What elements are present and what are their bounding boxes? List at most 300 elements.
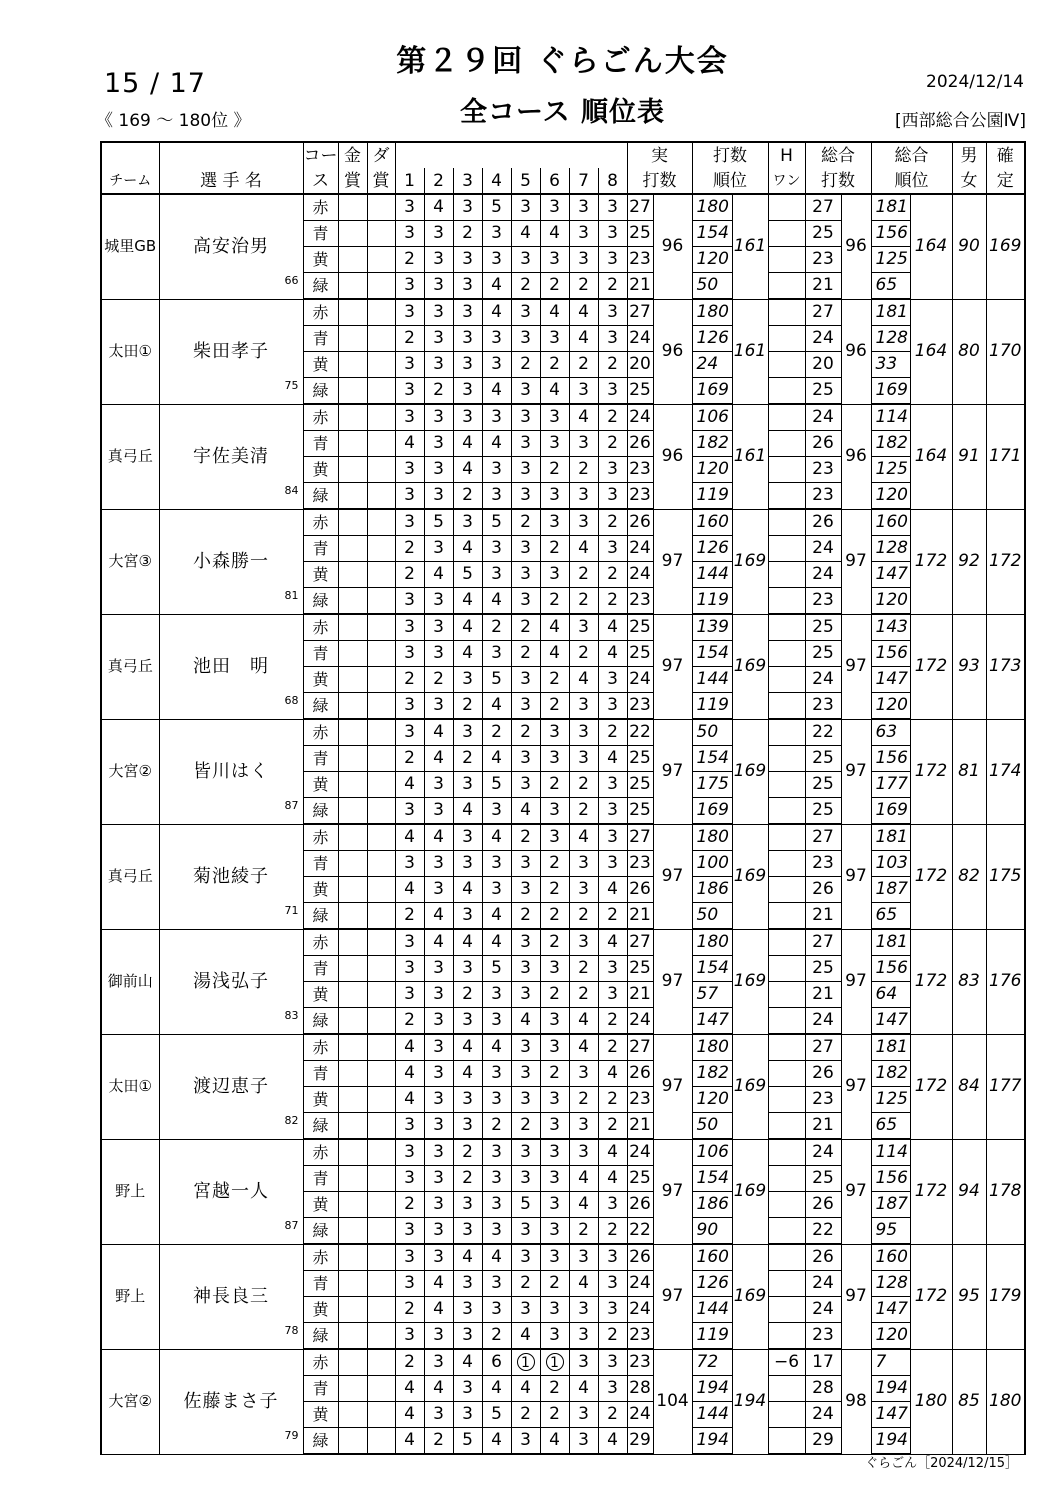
adjusted-score: 26 — [805, 431, 841, 457]
hole-score: 3 — [482, 326, 511, 352]
da-prize-cell — [367, 273, 395, 300]
hole-score: 2 — [540, 982, 569, 1008]
hole-score: 3 — [424, 483, 453, 510]
hole-score: 3 — [569, 1061, 598, 1087]
hole-score: 4 — [598, 1428, 627, 1455]
gold-prize-cell — [338, 693, 367, 720]
course-name: 緑 — [303, 903, 338, 930]
stroke-rank-header-2: 順位 — [692, 168, 768, 194]
course-score: 27 — [627, 194, 653, 221]
team-name: 大宮② — [101, 719, 159, 824]
hole-score: 4 — [598, 929, 627, 956]
hole-score: 3 — [598, 221, 627, 247]
adjusted-score: 26 — [805, 1061, 841, 1087]
hole-score: 3 — [395, 982, 424, 1008]
course-stroke-rank: 186 — [692, 1192, 732, 1218]
adjusted-score: 23 — [805, 588, 841, 615]
hole-score: 4 — [511, 798, 540, 825]
hole-score: 2 — [511, 903, 540, 930]
adjusted-rank: 64 — [871, 982, 910, 1008]
course-stroke-rank: 119 — [692, 483, 732, 510]
hole-score: 3 — [511, 1428, 540, 1455]
player-age: 75 — [284, 378, 299, 392]
overall-rank: 172 — [910, 509, 952, 614]
final-rank: 180 — [986, 1349, 1025, 1454]
team-name: 太田① — [101, 299, 159, 404]
player-name-text: 渡辺恵子 — [193, 1076, 269, 1097]
adjusted-score: 24 — [805, 1271, 841, 1297]
overall-rank: 172 — [910, 1139, 952, 1244]
hole-score: 4 — [598, 1061, 627, 1087]
da-prize-cell — [367, 352, 395, 378]
player-name — [159, 719, 303, 824]
gold-prize-cell — [338, 299, 367, 326]
hole-score: 5 — [482, 956, 511, 982]
da-prize-cell — [367, 247, 395, 273]
da-prize-cell — [367, 1428, 395, 1455]
hole-score: 2 — [511, 641, 540, 667]
hole-in-one-adjust — [768, 772, 805, 798]
venue: [西部総合公園Ⅳ] — [895, 111, 1026, 131]
hole-score: 3 — [453, 772, 482, 798]
hole-in-one-mark: 1 — [546, 1353, 564, 1371]
hole-score: 2 — [395, 1192, 424, 1218]
da-prize-cell — [367, 877, 395, 903]
hole-score: 3 — [482, 562, 511, 588]
course-score: 25 — [627, 1166, 653, 1192]
adjusted-score: 27 — [805, 299, 841, 326]
course-name: 青 — [303, 1061, 338, 1087]
player-name — [159, 614, 303, 719]
hole-score: 2 — [511, 1271, 540, 1297]
course-name: 青 — [303, 1376, 338, 1402]
player-name — [159, 1244, 303, 1349]
hole-in-one-adjust — [768, 457, 805, 483]
player-name-text: 池田 明 — [193, 656, 269, 677]
course-stroke-rank: 144 — [692, 667, 732, 693]
hole-in-one-adjust — [768, 614, 805, 641]
actual-total: 97 — [653, 1139, 692, 1244]
hole-in-one-adjust — [768, 1166, 805, 1192]
course-name: 黄 — [303, 772, 338, 798]
hole-score: 3 — [424, 299, 453, 326]
hole-score: 3 — [511, 431, 540, 457]
hole-score: 3 — [598, 326, 627, 352]
hole-score: 2 — [482, 1113, 511, 1140]
hole-score: 3 — [540, 798, 569, 825]
course-name: 緑 — [303, 588, 338, 615]
course-name: 緑 — [303, 483, 338, 510]
hole-score: 2 — [569, 641, 598, 667]
grand-total: 96 — [841, 404, 871, 509]
final-rank: 176 — [986, 929, 1025, 1034]
gender-rank: 93 — [952, 614, 986, 719]
course-stroke-rank: 180 — [692, 824, 732, 851]
stroke-rank: 169 — [732, 719, 768, 824]
course-score: 26 — [627, 431, 653, 457]
page-title: 第２９回 ぐらごん大会 — [396, 44, 729, 79]
hole-header: 7 — [569, 168, 598, 194]
hole-score: 4 — [598, 1139, 627, 1166]
hole-score: 3 — [511, 667, 540, 693]
hole-score: 3 — [511, 588, 540, 615]
course-name: 黄 — [303, 1297, 338, 1323]
hole-score: 3 — [453, 247, 482, 273]
team-name: 真弓丘 — [101, 614, 159, 719]
hole-in-one-adjust — [768, 483, 805, 510]
gender-rank: 83 — [952, 929, 986, 1034]
hole-score: 3 — [395, 483, 424, 510]
hole-score: 3 — [395, 1113, 424, 1140]
total-strokes-header: 総合 — [805, 142, 871, 168]
hole-in-one-adjust — [768, 509, 805, 536]
final-rank: 177 — [986, 1034, 1025, 1139]
player-name — [159, 1034, 303, 1139]
hole-in-one-adjust — [768, 641, 805, 667]
hole-score: 4 — [569, 404, 598, 431]
da-prize-cell — [367, 982, 395, 1008]
adjusted-rank: 156 — [871, 641, 910, 667]
overall-rank: 172 — [910, 929, 952, 1034]
hole-in-one-adjust — [768, 929, 805, 956]
player-name-text: 小森勝一 — [193, 551, 269, 572]
course-name: 赤 — [303, 1139, 338, 1166]
hole-score: 4 — [453, 877, 482, 903]
gold-prize-cell — [338, 903, 367, 930]
hole-score: 3 — [511, 772, 540, 798]
grand-total: 96 — [841, 194, 871, 299]
player-course-row — [101, 194, 1025, 221]
hole-score: 3 — [482, 457, 511, 483]
hole-in-one-adjust — [768, 746, 805, 772]
course-stroke-rank: 106 — [692, 404, 732, 431]
gold-prize-cell — [338, 956, 367, 982]
da-prize-cell — [367, 772, 395, 798]
player-name-text: 宇佐美清 — [193, 446, 269, 467]
hole-score: 3 — [395, 798, 424, 825]
hole-score: 3 — [424, 273, 453, 300]
gold-prize-cell — [338, 641, 367, 667]
course-score: 24 — [627, 667, 653, 693]
hole-score: 4 — [453, 1349, 482, 1376]
da-prize-cell — [367, 824, 395, 851]
stroke-rank: 169 — [732, 1139, 768, 1244]
actual-total: 96 — [653, 404, 692, 509]
course-name: 黄 — [303, 352, 338, 378]
actual-total: 97 — [653, 824, 692, 929]
overall-rank: 172 — [910, 719, 952, 824]
hole-score: 3 — [453, 1271, 482, 1297]
hole-score: 3 — [569, 1297, 598, 1323]
hole-in-one-adjust — [768, 536, 805, 562]
hole-score: 2 — [569, 1218, 598, 1245]
hole-score: 2 — [511, 719, 540, 746]
hole-score: 4 — [598, 641, 627, 667]
hole-score: 3 — [395, 614, 424, 641]
hole-score: 3 — [511, 693, 540, 720]
gold-prize-cell — [338, 221, 367, 247]
gold-prize-cell — [338, 1008, 367, 1035]
adjusted-score: 27 — [805, 194, 841, 221]
event-date: 2024/12/14 — [926, 72, 1024, 92]
hole-score: 3 — [511, 194, 540, 221]
course-stroke-rank: 160 — [692, 1244, 732, 1271]
da-prize-cell — [367, 1402, 395, 1428]
hole-score: 5 — [453, 1428, 482, 1455]
course-header: コー — [303, 142, 338, 168]
player-name-text: 柴田孝子 — [193, 341, 269, 362]
player-name — [159, 824, 303, 929]
hole-score: 3 — [453, 824, 482, 851]
hole-score: 2 — [569, 903, 598, 930]
hole-score: 3 — [598, 1271, 627, 1297]
hole-in-one-adjust — [768, 1376, 805, 1402]
adjusted-score: 26 — [805, 1192, 841, 1218]
hole-score: 2 — [569, 1087, 598, 1113]
hole-score: 4 — [395, 877, 424, 903]
hole-score: 5 — [482, 509, 511, 536]
team-header-blank — [101, 142, 159, 168]
hole-score: 2 — [453, 483, 482, 510]
hole-score: 3 — [511, 877, 540, 903]
hole-score: 4 — [395, 1402, 424, 1428]
hole-in-one-adjust — [768, 1297, 805, 1323]
hole-score: 3 — [511, 326, 540, 352]
adjusted-rank: 156 — [871, 956, 910, 982]
hole-score: 3 — [424, 1113, 453, 1140]
hole-score: 3 — [540, 326, 569, 352]
hole-score: 3 — [453, 1192, 482, 1218]
hole-in-one-adjust — [768, 1218, 805, 1245]
hole-score: 5 — [424, 509, 453, 536]
course-name: 赤 — [303, 719, 338, 746]
hole-score: 4 — [453, 457, 482, 483]
gold-prize-cell — [338, 1323, 367, 1350]
adjusted-score: 27 — [805, 824, 841, 851]
course-name: 緑 — [303, 378, 338, 405]
hole-score: 3 — [453, 851, 482, 877]
hole-score: 3 — [540, 509, 569, 536]
hole-score: 3 — [511, 851, 540, 877]
hole-in-one-adjust — [768, 1402, 805, 1428]
adjusted-score: 25 — [805, 614, 841, 641]
final-rank: 170 — [986, 299, 1025, 404]
hole-score: 2 — [598, 719, 627, 746]
hole-score: 3 — [569, 614, 598, 641]
overall-rank: 172 — [910, 824, 952, 929]
hole-score: 3 — [395, 719, 424, 746]
hole-score: 4 — [482, 431, 511, 457]
adjusted-score: 23 — [805, 851, 841, 877]
gold-prize-cell — [338, 877, 367, 903]
gold-prize-cell — [338, 1087, 367, 1113]
team-name: 太田① — [101, 1034, 159, 1139]
course-stroke-rank: 24 — [692, 352, 732, 378]
course-name: 緑 — [303, 1218, 338, 1245]
gold-prize-cell — [338, 1061, 367, 1087]
hole-score: 2 — [598, 1218, 627, 1245]
header-row-bottom — [101, 168, 1025, 194]
hole-score: 2 — [598, 1402, 627, 1428]
hole-score: 3 — [395, 641, 424, 667]
hole-score: 4 — [424, 719, 453, 746]
da-prize-cell — [367, 1376, 395, 1402]
hole-score: 4 — [540, 221, 569, 247]
hole-score: 2 — [540, 903, 569, 930]
hole-score: 3 — [540, 1008, 569, 1035]
hole-score: 3 — [511, 746, 540, 772]
stroke-rank: 169 — [732, 824, 768, 929]
course-stroke-rank: 144 — [692, 562, 732, 588]
hole-score: 2 — [540, 1402, 569, 1428]
gold-prize-cell — [338, 1428, 367, 1455]
adjusted-score: 25 — [805, 798, 841, 825]
hole-score: 3 — [424, 221, 453, 247]
hole-score: 2 — [598, 1087, 627, 1113]
hole-score: 3 — [569, 194, 598, 221]
hole-score: 5 — [511, 1192, 540, 1218]
course-score: 25 — [627, 746, 653, 772]
hole-score: 3 — [511, 1087, 540, 1113]
hole-score: 4 — [453, 588, 482, 615]
hole-in-one-adjust — [768, 1244, 805, 1271]
hole-score: 4 — [453, 614, 482, 641]
stroke-rank: 169 — [732, 509, 768, 614]
hole-score: 3 — [424, 1166, 453, 1192]
hole-score: 3 — [424, 1061, 453, 1087]
da-prize-cell — [367, 588, 395, 615]
hole-in-one-adjust — [768, 247, 805, 273]
gold-prize-cell — [338, 509, 367, 536]
course-stroke-rank: 154 — [692, 1166, 732, 1192]
adjusted-rank: 181 — [871, 1034, 910, 1061]
hole-in-one-adjust — [768, 982, 805, 1008]
adjusted-rank: 181 — [871, 194, 910, 221]
player-age: 83 — [284, 1008, 299, 1022]
hole-score: 3 — [569, 431, 598, 457]
hole-score: 2 — [540, 693, 569, 720]
hole-score: 3 — [511, 929, 540, 956]
da-prize-cell — [367, 1034, 395, 1061]
course-name: 緑 — [303, 273, 338, 300]
da-prize-cell — [367, 483, 395, 510]
da-prize-cell — [367, 1166, 395, 1192]
adjusted-score: 28 — [805, 1376, 841, 1402]
hole-in-one-adjust — [768, 404, 805, 431]
player-name-text: 佐藤まさ子 — [183, 1391, 279, 1412]
hole-score: 2 — [540, 1271, 569, 1297]
hole-score: 2 — [540, 851, 569, 877]
hole-score: 4 — [395, 1061, 424, 1087]
gold-prize-cell — [338, 746, 367, 772]
hole-in-one-adjust — [768, 956, 805, 982]
adjusted-rank: 128 — [871, 536, 910, 562]
hole-score: 3 — [540, 1113, 569, 1140]
course-stroke-rank: 126 — [692, 326, 732, 352]
hole-score: 4 — [569, 299, 598, 326]
hole-score: 3 — [598, 772, 627, 798]
hole-score: 3 — [598, 667, 627, 693]
hole-score: 2 — [540, 352, 569, 378]
hole-score: 2 — [511, 614, 540, 641]
course-score: 20 — [627, 352, 653, 378]
hole-score: 3 — [395, 929, 424, 956]
actual-total: 97 — [653, 1034, 692, 1139]
adjusted-rank: 182 — [871, 1061, 910, 1087]
team-name: 大宮③ — [101, 509, 159, 614]
hole-score: 3 — [511, 1166, 540, 1192]
hole-score: 3 — [569, 1428, 598, 1455]
course-name: 赤 — [303, 1034, 338, 1061]
hole-score: 2 — [511, 509, 540, 536]
player-course-row — [101, 1034, 1025, 1061]
course-name: 赤 — [303, 509, 338, 536]
hole-score: 3 — [540, 956, 569, 982]
course-name: 黄 — [303, 247, 338, 273]
gender-rank-header: 男 — [952, 142, 986, 168]
adjusted-score: 29 — [805, 1428, 841, 1455]
hole-score: 3 — [511, 1297, 540, 1323]
hole-score: 3 — [482, 851, 511, 877]
course-header-2: ス — [303, 168, 338, 194]
hole-score: 2 — [540, 536, 569, 562]
hole-score: 3 — [569, 1113, 598, 1140]
hole-score: 3 — [540, 1218, 569, 1245]
hole-score: 3 — [424, 877, 453, 903]
adjusted-rank: 181 — [871, 299, 910, 326]
course-name: 黄 — [303, 1402, 338, 1428]
adjusted-rank: 160 — [871, 509, 910, 536]
hole-score: 2 — [540, 457, 569, 483]
hole-score: 2 — [598, 588, 627, 615]
course-score: 27 — [627, 824, 653, 851]
gender-rank: 94 — [952, 1139, 986, 1244]
course-score: 25 — [627, 378, 653, 405]
final-rank: 172 — [986, 509, 1025, 614]
gold-prize-cell — [338, 1402, 367, 1428]
grand-total: 97 — [841, 719, 871, 824]
course-stroke-rank: 154 — [692, 746, 732, 772]
gold-prize-cell — [338, 1034, 367, 1061]
overall-rank-header: 総合 — [871, 142, 952, 168]
da-prize-cell — [367, 457, 395, 483]
hole-score: 3 — [424, 982, 453, 1008]
adjusted-rank: 156 — [871, 1166, 910, 1192]
actual-total: 96 — [653, 194, 692, 299]
course-stroke-rank: 180 — [692, 929, 732, 956]
gender-rank: 91 — [952, 404, 986, 509]
gold-prize-cell — [338, 1192, 367, 1218]
gold-prize-cell — [338, 352, 367, 378]
course-stroke-rank: 90 — [692, 1218, 732, 1245]
hole-in-one-adjust — [768, 667, 805, 693]
hole-score: 3 — [511, 1139, 540, 1166]
hole-score: 3 — [511, 1034, 540, 1061]
hole-in-one-adjust — [768, 431, 805, 457]
course-name: 青 — [303, 1271, 338, 1297]
hole-score: 3 — [424, 641, 453, 667]
player-course-row — [101, 719, 1025, 746]
hole-score: 4 — [482, 299, 511, 326]
hole-score: 2 — [395, 247, 424, 273]
player-age: 81 — [284, 588, 299, 602]
hole-score: 3 — [482, 1297, 511, 1323]
stroke-rank: 169 — [732, 614, 768, 719]
hole-in-one-adjust — [768, 562, 805, 588]
course-name: 青 — [303, 746, 338, 772]
hole-score: 3 — [540, 1139, 569, 1166]
gold-prize-cell — [338, 1297, 367, 1323]
